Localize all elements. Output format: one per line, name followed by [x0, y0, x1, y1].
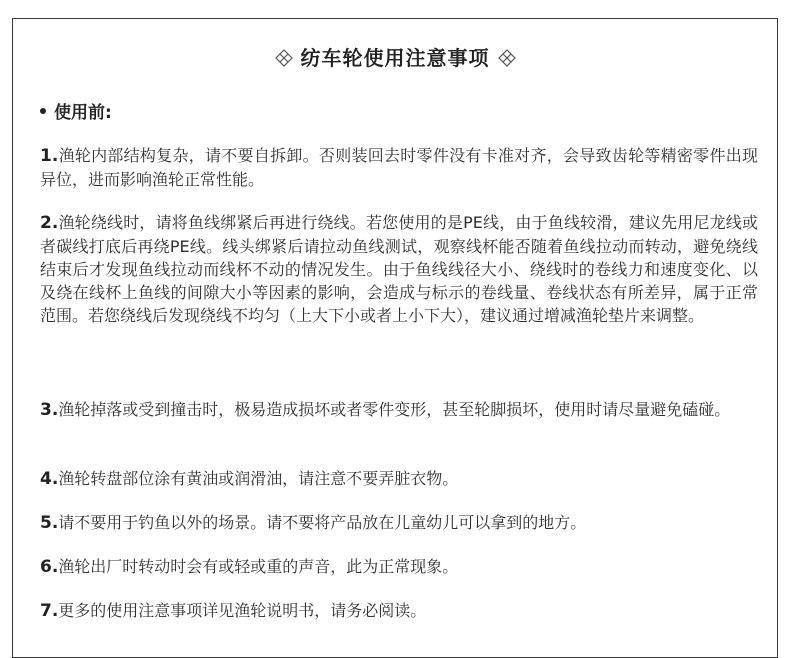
bullet-icon	[40, 108, 46, 114]
item-number: 2.	[40, 213, 59, 233]
item-number: 3.	[40, 400, 59, 420]
section-heading-label: 使用前:	[54, 103, 112, 123]
list-item	[40, 398, 758, 422]
item-text: 渔轮出厂时转动时会有或轻或重的声音，此为正常现象。	[58, 557, 459, 576]
diamond-x-icon	[498, 49, 516, 67]
list-item	[40, 467, 758, 491]
item-text: 渔轮转盘部位涂有黄油或润滑油，请注意不要弄脏衣物。	[58, 469, 459, 488]
diamond-x-icon	[275, 49, 293, 67]
item-text: 渔轮掉落或受到撞击时，极易造成损坏或者零件变形，甚至轮脚损坏，使用时请尽量避免磕碰。	[58, 400, 731, 419]
list-item	[40, 211, 758, 327]
item-text: 更多的使用注意事项详见渔轮说明书，请务必阅读。	[58, 601, 427, 620]
section-heading	[40, 98, 112, 123]
list-item	[40, 599, 758, 623]
item-number: 6.	[40, 557, 59, 577]
item-text: 请不要用于钓鱼以外的场景。请不要将产品放在儿童幼儿可以拿到的地方。	[58, 513, 587, 532]
list-item	[40, 144, 758, 191]
item-number: 7.	[40, 601, 59, 621]
page-title-row	[0, 44, 790, 72]
list-item	[40, 555, 758, 579]
item-number: 4.	[40, 469, 59, 489]
item-number: 5.	[40, 513, 59, 533]
page-title: 纺车轮使用注意事项	[300, 46, 490, 70]
item-number: 1.	[40, 146, 59, 166]
list-item	[40, 511, 758, 535]
item-text: 渔轮内部结构复杂，请不要自拆卸。否则装回去时零件没有卡准对齐，会导致齿轮等精密零件出现异位，进而影响渔轮正常性能。	[40, 146, 758, 189]
item-text: 渔轮绕线时，请将鱼线绑紧后再进行绕线。若您使用的是PE线，由于鱼线较滑，建议先用尼龙线或者碳线打底后再绕PE线。线头绑紧后请拉动鱼线测试，观察线杯能否随着鱼线拉动而转动，避免绕线结束后才发现鱼线拉动而线杯不动的情况发生。由于鱼线线径大小、绕线时的卷线力和速度变化、以及绕在线杯上鱼线的间隙大小等因素的影响，会造成与标示的卷线量、卷线状态有所差异，属于正常范围。若您绕线后发现绕线不均匀（上大下小或者上小下大），建议通过增减渔轮垫片来调整。	[40, 213, 758, 325]
